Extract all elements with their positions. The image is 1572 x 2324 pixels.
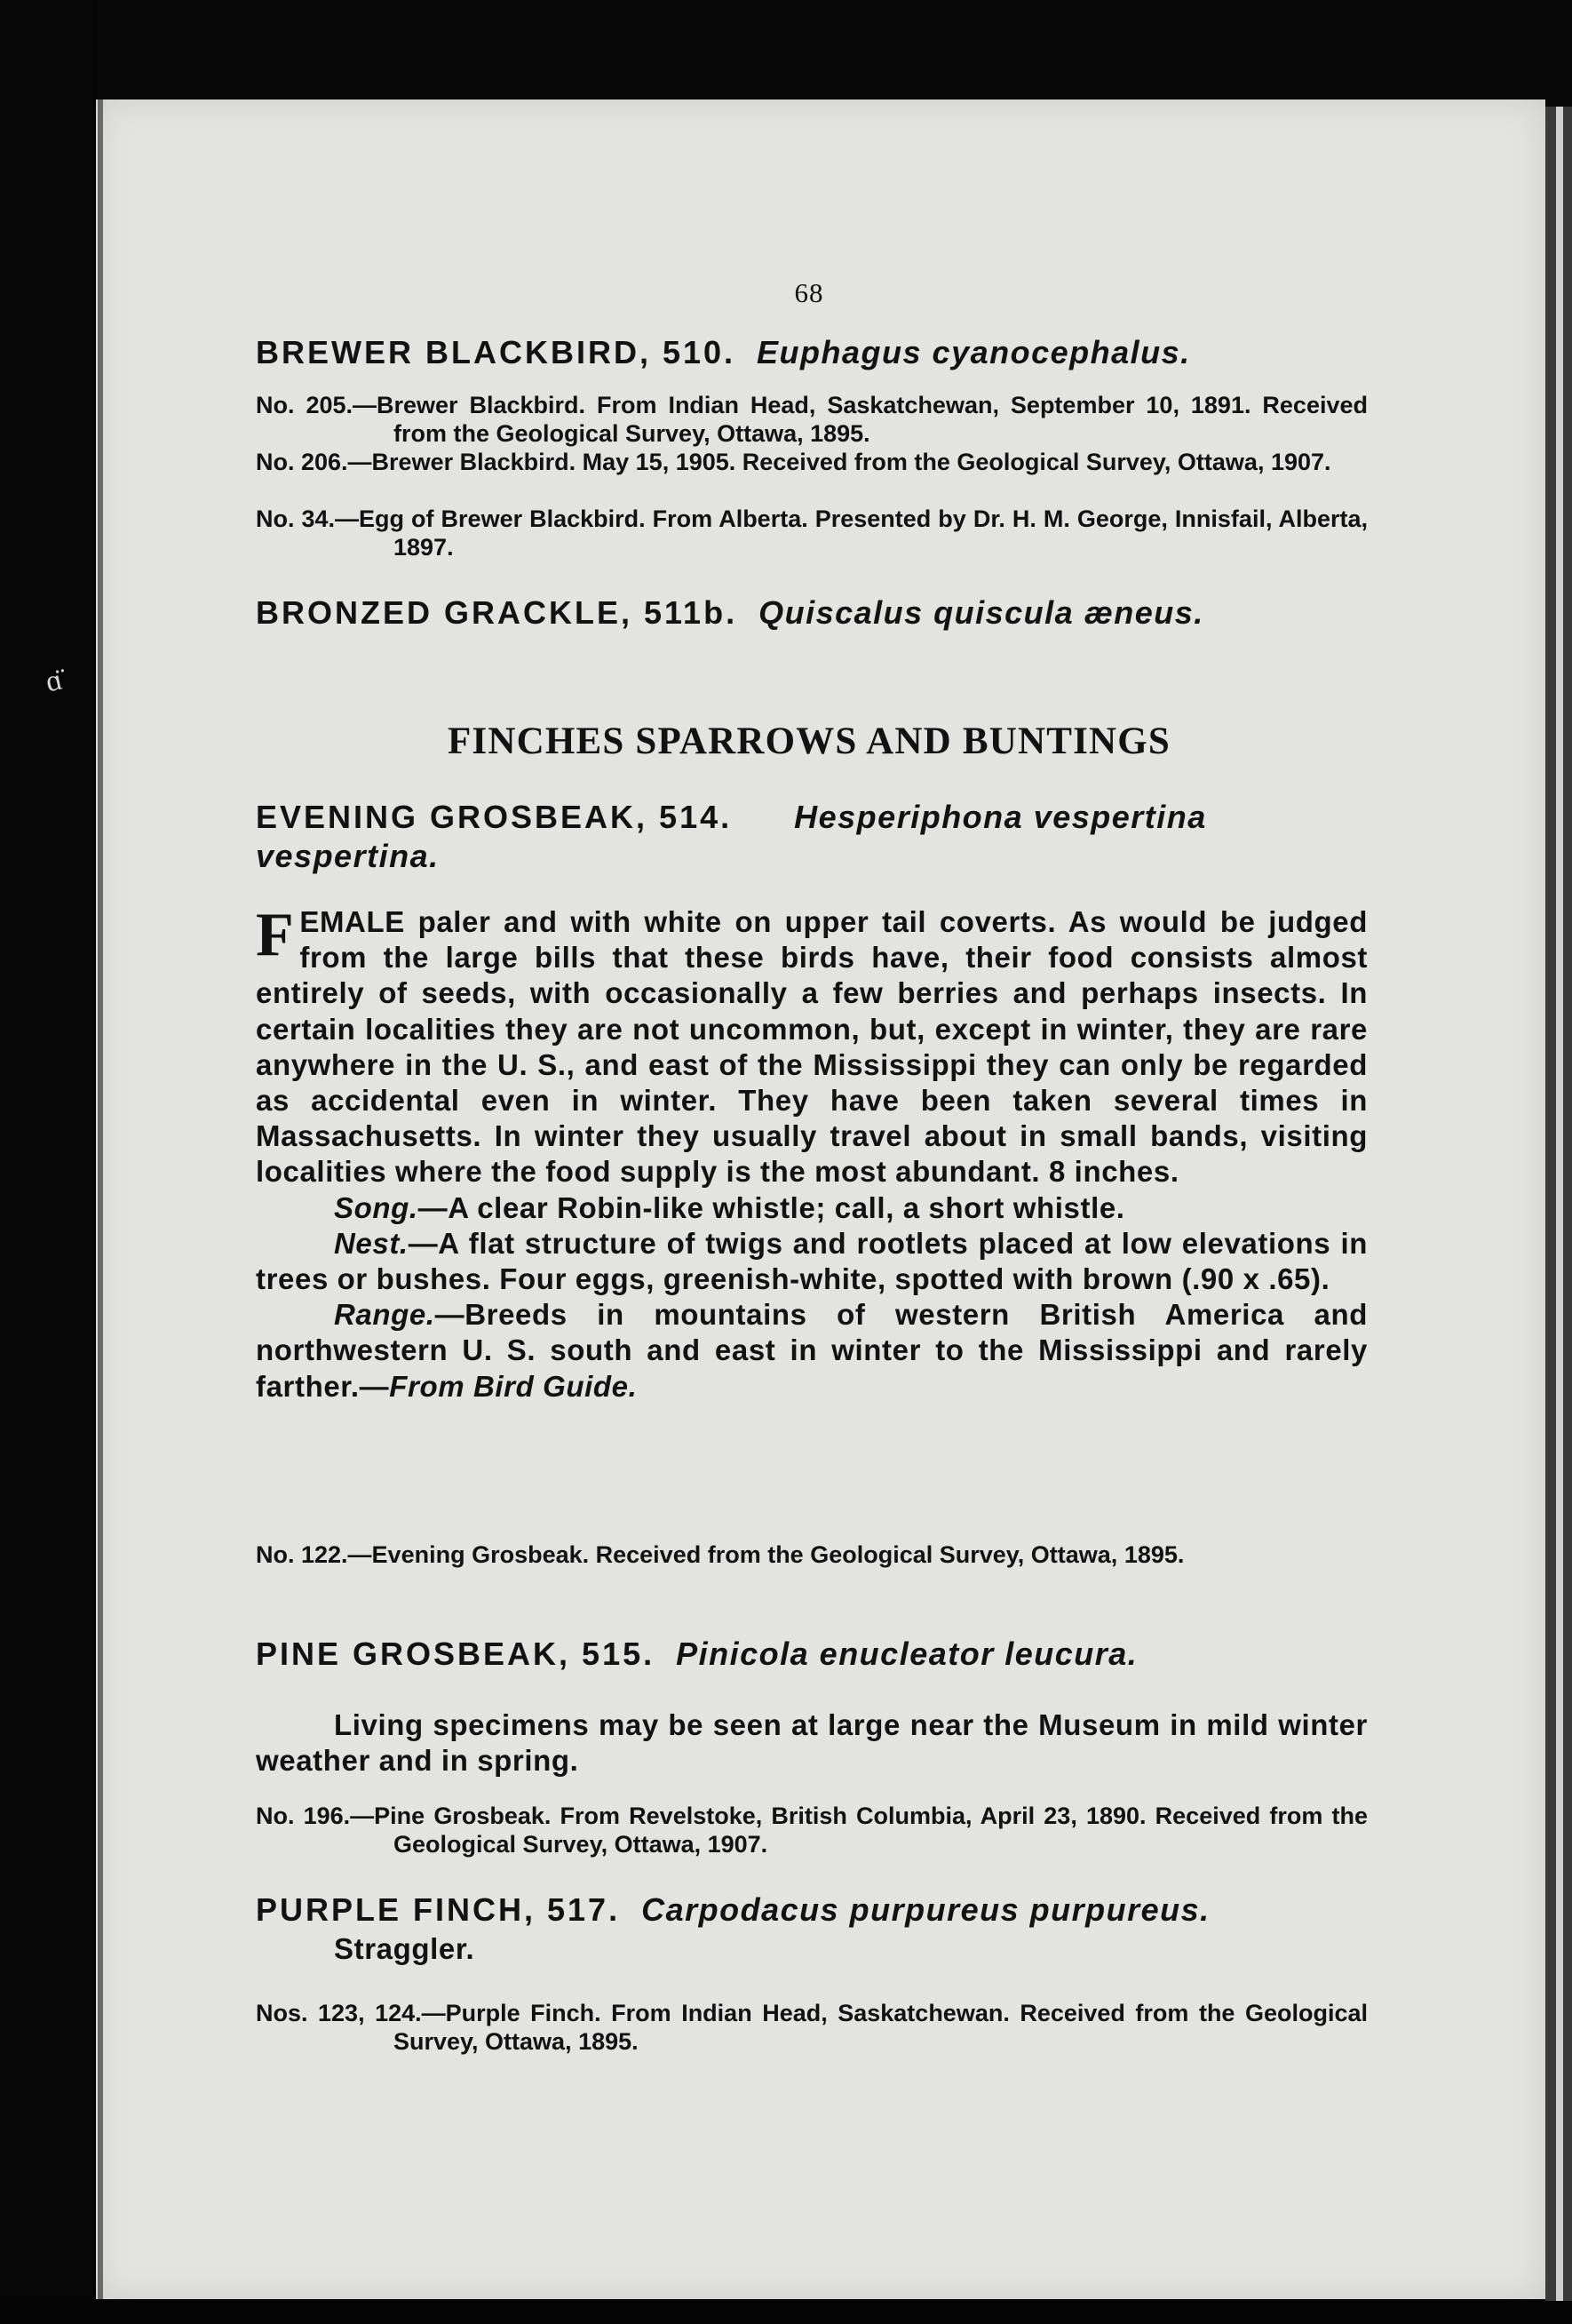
description-text: EMALE paler and with white on upper tail coverts. As would be judged from the large bills that these birds have, their food consists almost entirely of seeds, with occasionally a few berries and perhaps insects. In certain localities they are not uncommon, but, except in winter, they are rare anywhere in the U. S., and east of the Mississippi they can only be regarded as accidental even in winter. They have been taken several times in Massachusetts. In winter they usually travel about in small bands, visiting localities where the food supply is the most abundant. 8 inches. [256, 905, 1368, 1189]
range-text: —Breeds in mountains of western British America and northwestern U. S. south and east in winter to the Mississippi and rarely farther.— [256, 1298, 1368, 1403]
bronzed-heading [256, 593, 1368, 633]
scientific-name: Hesperiphona vespertina vespertina. [256, 799, 1207, 874]
scientific-name: Quiscalus quiscula æneus. [758, 594, 1204, 631]
specimen-record: No. 122.—Evening Grosbeak. Received from the Geological Survey, Ottawa, 1895. [256, 1541, 1185, 1568]
section-title: FINCHES SPARROWS AND BUNTINGS [447, 720, 1171, 762]
pine-heading [256, 1635, 1368, 1674]
page-number: 68 [794, 277, 824, 308]
specimen-record: No. 196.—Pine Grosbeak. From Revelstoke, British Columbia, April 23, 1890. Received from the Geological Survey, Ottawa, 1907. [256, 1803, 1368, 1858]
species-name: PURPLE FINCH, 517. [256, 1891, 621, 1928]
scientific-name: Pinicola enucleator leucura. [676, 1636, 1139, 1672]
range-source: From Bird Guide. [389, 1369, 638, 1403]
nest-text: —A flat structure of twigs and rootlets placed at low elevations in trees or bushes. Four eggs, greenish-white, spotted with brown (.90 x .65). [256, 1226, 1368, 1296]
nest-label: Nest. [334, 1226, 409, 1260]
species-name: BRONZED GRACKLE, 511b. [256, 594, 738, 631]
scan-border-left [0, 0, 98, 2324]
species-name: BREWER BLACKBIRD, 510. [256, 334, 736, 370]
page-edge-highlight [1556, 107, 1563, 2301]
species-name: PINE GROSBEAK, 515. [256, 1636, 655, 1672]
song-label: Song. [334, 1190, 418, 1224]
page-edge-left [98, 99, 103, 2299]
evening-heading [256, 798, 1368, 876]
brewer-heading [256, 333, 1368, 372]
species-description [256, 901, 1368, 1405]
scientific-name: Carpodacus purpureus purpureus. [641, 1891, 1211, 1928]
scientific-name: Euphagus cyanocephalus. [757, 334, 1191, 370]
nest-paragraph [256, 1226, 1368, 1297]
specimen-record: Nos. 123, 124.—Purple Finch. From Indian Head, Saskatchewan. Received from the Geological Survey, Ottawa, 1895. [256, 2000, 1368, 2055]
range-label: Range. [334, 1298, 435, 1332]
range-paragraph [256, 1297, 1368, 1405]
purple-status: Straggler. [334, 1932, 475, 1965]
species-name: EVENING GROSBEAK, 514. [256, 799, 733, 835]
purple-heading [256, 1890, 1368, 1930]
scan-margin-mark: ɑ̈ [43, 663, 66, 699]
specimen-record: No. 34.—Egg of Brewer Blackbird. From Alberta. Presented by Dr. H. M. George, Innisfail, Alberta, 1897. [256, 505, 1368, 561]
specimen-record: No. 206.—Brewer Blackbird. May 15, 1905. Received from the Geological Survey, Ottawa, 1907. [256, 449, 1331, 475]
drop-cap: F [256, 901, 295, 969]
song-paragraph [256, 1190, 1368, 1226]
scan-border-bottom [0, 2301, 1572, 2324]
pine-note: Living specimens may be seen at large near the Museum in mild winter weather and in spring. [256, 1708, 1368, 1778]
song-text: —A clear Robin-like whistle; call, a short whistle. [417, 1190, 1125, 1224]
specimen-record: No. 205.—Brewer Blackbird. From Indian Head, Saskatchewan, September 10, 1891. Received from the Geological Survey, Ottawa, 1895. [256, 392, 1368, 447]
